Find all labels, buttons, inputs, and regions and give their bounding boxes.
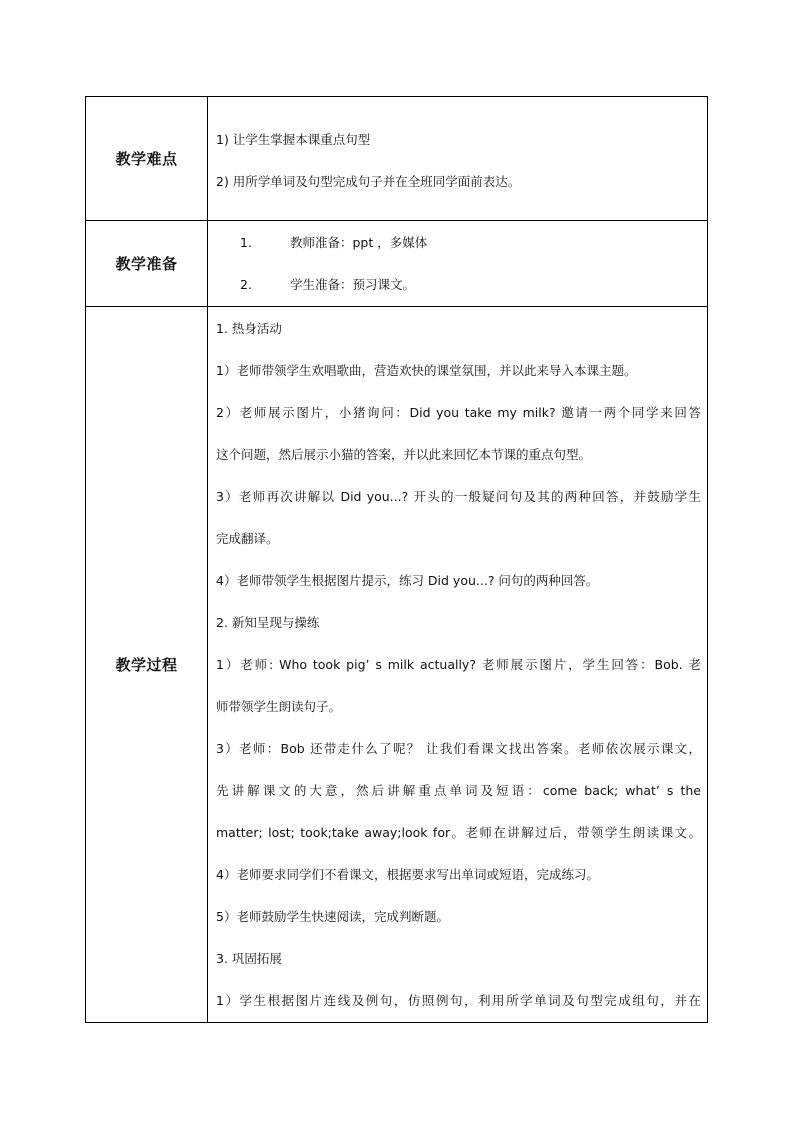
row-label-preparation: 教学准备 (86, 221, 208, 307)
difficulty-line-1: 1) 让学生掌握本课重点句型 (216, 132, 371, 147)
row-teaching-preparation (86, 221, 708, 307)
process-line: 1）老师带领学生欢唱歌曲，营造欢快的课堂氛围，并以此来导入本课主题。 (216, 363, 637, 378)
process-line: 先讲解课文的大意，然后讲解重点单词及短语：come back; what’ s the (216, 783, 701, 798)
process-line: 1）老师: Who took pig’ s milk actually? 老师展示图片，学生回答：Bob. 老 (216, 657, 701, 672)
row-teaching-difficulty (86, 97, 708, 221)
process-line: 3）老师：Bob 还带走什么了呢？ 让我们看课文找出答案。老师依次展示课文， (216, 741, 701, 756)
row-content-difficulty (208, 97, 708, 221)
preparation-item-number: 1. (240, 235, 252, 250)
preparation-item-text: 学生准备：预习课文。 (290, 277, 416, 292)
process-line: 1）学生根据图片连线及例句，仿照例句，利用所学单词及句型完成组句，并在 (216, 993, 701, 1008)
process-heading-warmup: 1. 热身活动 (216, 321, 282, 336)
process-line: 2）老师展示图片，小猪询问：Did you take my milk? 邀请一两个同学来回答 (216, 405, 701, 420)
process-line: matter; lost; took;take away;look for。老师在讲解过后，带领学生朗读课文。 (216, 825, 701, 840)
process-line: 完成翻译。 (216, 531, 279, 546)
process-line: 4）老师带领学生根据图片提示，练习 Did you...? 问句的两种回答。 (216, 573, 599, 588)
process-line: 这个问题，然后展示小猫的答案，并以此来回忆本节课的重点句型。 (216, 447, 592, 462)
process-heading-new-knowledge: 2. 新知呈现与操练 (216, 615, 320, 630)
lesson-plan-table (85, 96, 708, 1023)
process-heading-consolidation: 3. 巩固拓展 (216, 951, 282, 966)
process-line: 3）老师再次讲解以 Did you...? 开头的一般疑问句及其的两种回答，并鼓励学生 (216, 489, 701, 504)
preparation-item (216, 264, 701, 306)
row-content-process (208, 307, 708, 1023)
row-teaching-process (86, 307, 708, 1023)
process-line: 师带领学生朗读句子。 (216, 699, 342, 714)
preparation-item-text: 教师准备：ppt ，多媒体 (290, 235, 428, 250)
preparation-item (216, 222, 701, 264)
process-line: 4）老师要求同学们不看课文，根据要求写出单词或短语，完成练习。 (216, 867, 599, 882)
preparation-item-number: 2. (240, 277, 252, 292)
row-content-preparation (208, 221, 708, 307)
row-label-difficulty: 教学难点 (86, 97, 208, 221)
difficulty-line-2: 2) 用所学单词及句型完成句子并在全班同学面前表达。 (216, 174, 521, 189)
row-label-process: 教学过程 (86, 307, 208, 1023)
process-line: 5）老师鼓励学生快速阅读，完成判断题。 (216, 909, 449, 924)
